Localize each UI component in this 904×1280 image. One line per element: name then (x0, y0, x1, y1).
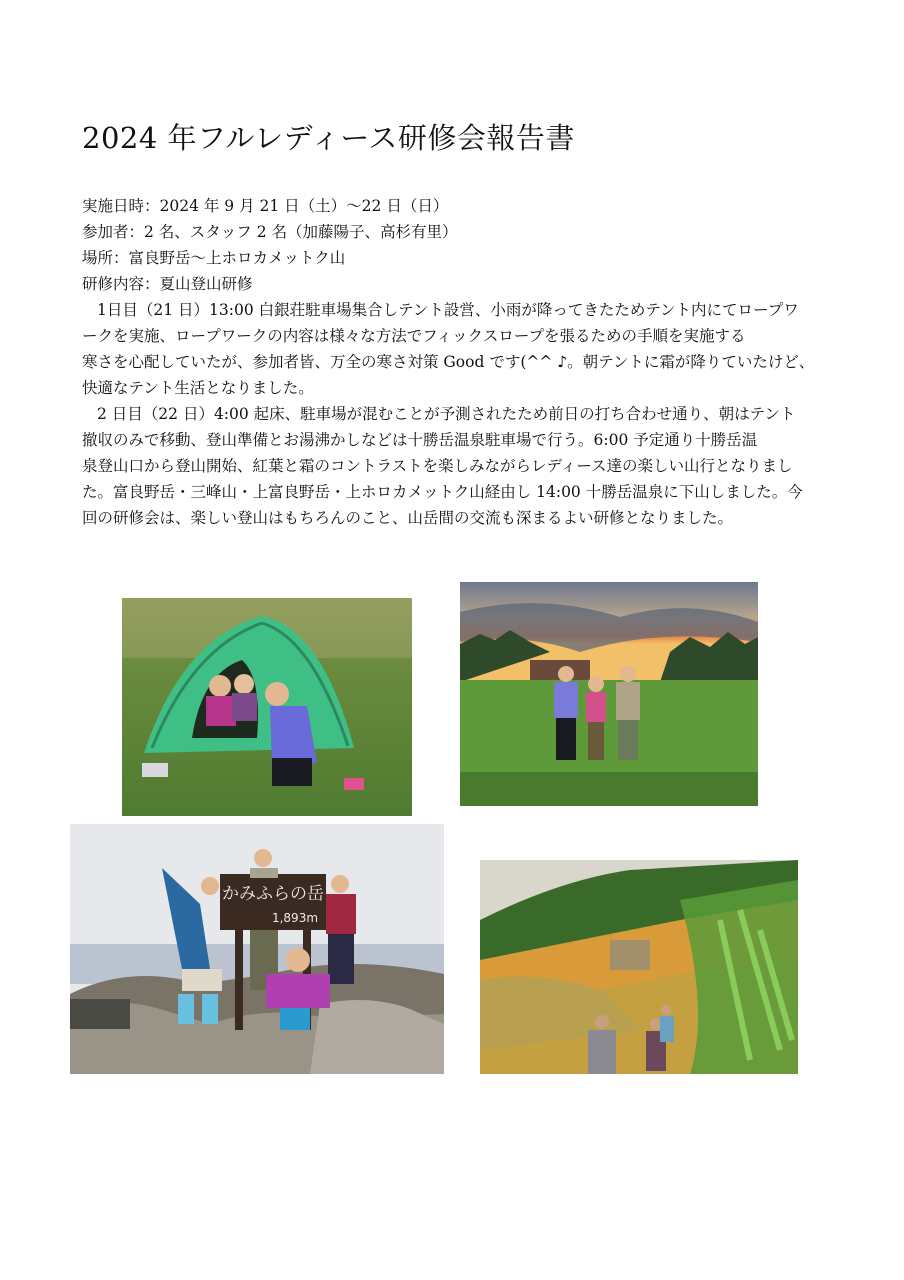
page-title: 2024 年フルレディース研修会報告書 (82, 121, 575, 155)
meta-date: 実施日時：2024 年 9 月 21 日（土）～22 日（日） (82, 197, 449, 215)
body-line: ークを実施、ロープワークの内容は様々な方法でフィックスロープを張るための手順を実施する (82, 327, 746, 345)
body-line: 1日目（21 日）13:00 白銀荘駐車場集合しテント設営、小雨が降ってきたためテント内にてロープワ (97, 301, 799, 319)
body-line: 回の研修会は、楽しい登山はもちろんのこと、山岳間の交流も深まるよい研修となりました。 (82, 509, 734, 527)
body-line: た。富良野岳・三峰山・上富良野岳・上ホロカメットク山経由し 14:00 十勝岳温泉に下山しました。今 (82, 483, 803, 501)
summit-sign-elevation: 1,893m (271, 911, 319, 925)
photo-tent-camp (122, 598, 412, 816)
report-body (82, 297, 842, 531)
body-line: 撤収のみで移動、登山準備とお湯沸かしなどは十勝岳温泉駐車場で行う。6:00 予定通り十勝岳温 (82, 431, 758, 449)
meta-participants: 参加者：2 名、スタッフ 2 名（加藤陽子、高杉有里） (82, 223, 458, 241)
photo-summit (70, 824, 444, 1074)
summit-sign-name: かみふらの岳 (222, 884, 324, 904)
body-line: 2 日目（22 日）4:00 起床、駐車場が混むことが予測されたため前日の打ち合わせ通り、朝はテント (97, 405, 796, 423)
meta-location: 場所：富良野岳～上ホロカメットク山 (82, 249, 346, 267)
meta-content: 研修内容：夏山登山研修 (82, 275, 253, 293)
photo-sunset-group (460, 582, 758, 806)
body-line: 快適なテント生活となりました。 (82, 379, 314, 397)
report-meta (82, 193, 458, 297)
body-line: 寒さを心配していたが、参加者皆、万全の寒さ対策 Good です(^^ ♪。朝テントに霜が降りていたけど、 (82, 353, 815, 371)
photo-autumn-trail (480, 860, 798, 1074)
body-line: 泉登山口から登山開始、紅葉と霜のコントラストを楽しみながらレディース達の楽しい山行となりまし (82, 457, 793, 475)
